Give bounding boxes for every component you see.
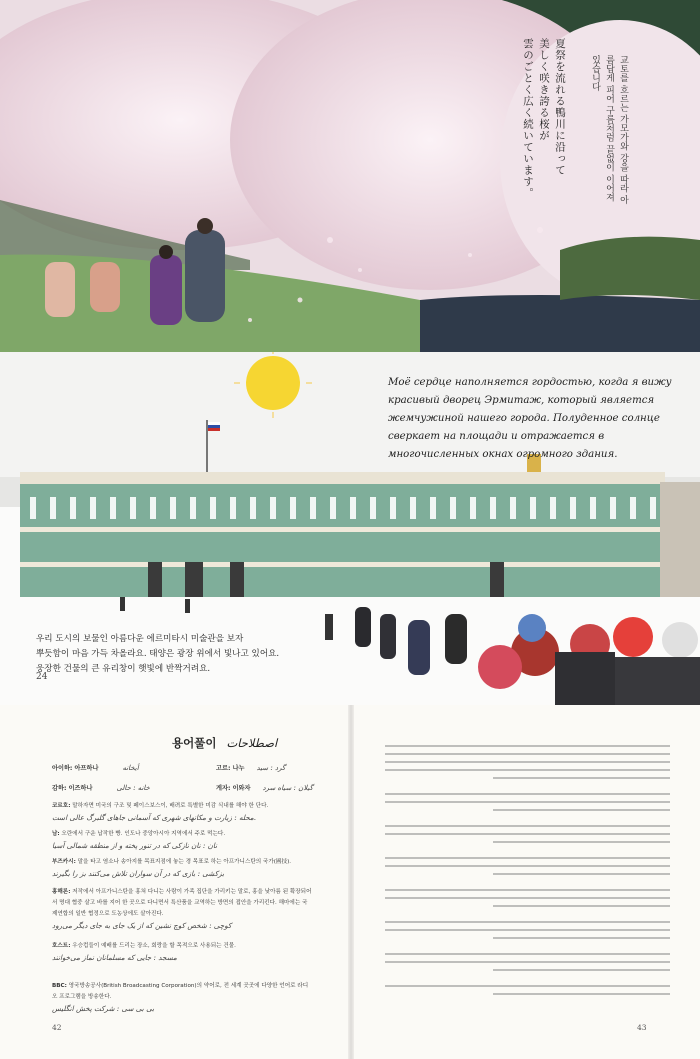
glossary-entry xyxy=(52,887,312,931)
caption-line: 우리 도시의 보물인 아름다운 에르미타시 미술관을 보자 xyxy=(36,634,244,644)
entry-script: کوچی : شخص کوچ نشین که از یک جای به جای دیگر می‌رود xyxy=(52,921,232,930)
entry-script: بی بی سی : شرکت پخش انگلیس xyxy=(52,1004,155,1013)
entry-term: 홍해론: xyxy=(52,889,71,895)
korean-vertical-text: 교토를 흐르는 가모가와 강을 따라 아름답게 피어 구름처럼 끝없이 이어져 있습니다 xyxy=(590,55,628,205)
persian-text-line xyxy=(493,969,670,971)
japanese-line: 美しく咲き誇る桜が xyxy=(538,38,550,142)
book-gutter xyxy=(348,705,354,1059)
japanese-line: 夏祭を流れる鴨川に沿って xyxy=(554,38,566,176)
entry-term: BBC: xyxy=(52,983,67,989)
caption-line: 뿌듯함이 마음 가득 차올라요. 태양은 광장 위에서 빛나고 있어요. xyxy=(36,649,280,659)
pair-script: خانه : حالی xyxy=(116,784,150,792)
entry-text: 영국방송공사(British Broadcasting Corporation)의 약어로, 전 세계 곳곳에 다양한 언어로 라디오 프로그램을 방송한다. xyxy=(52,983,309,1000)
pair-script: اَیخانه xyxy=(122,764,139,772)
pair-korean: 고르: 나누 xyxy=(216,765,245,772)
persian-text-line xyxy=(385,753,670,755)
persian-paragraph xyxy=(385,857,670,875)
persian-text-line xyxy=(493,905,670,907)
entry-script: مسجد : جایی که مسلمانان نماز می‌خوانند xyxy=(52,953,177,962)
glossary-title-korean: 용어풀이 xyxy=(172,736,217,750)
entry-text: 말하자면 미국의 구조 및 페이스보스이, 배려로 특별한 미감 식내를 해야 한 단다. xyxy=(72,803,269,809)
page-number: 24 xyxy=(36,672,48,682)
persian-text-line xyxy=(385,961,670,963)
glossary-entry xyxy=(52,981,312,1014)
persian-text-line xyxy=(385,745,670,747)
persian-paragraph xyxy=(385,953,670,971)
persian-text-line xyxy=(385,769,670,771)
glossary-entry xyxy=(52,801,312,823)
persian-text-line xyxy=(493,777,670,779)
persian-paragraph xyxy=(385,921,670,939)
entry-term: 남: xyxy=(52,831,60,837)
entry-text: 말을 타고 염소나 송아지를 목표지점에 놓는 경 목표로 하는 아프가니스탄의 국가(國技). xyxy=(77,859,292,865)
persian-text-line xyxy=(385,801,670,803)
persian-text-line xyxy=(385,953,670,955)
russian-paragraph: Моё сердце наполняется гордостью, когда я вижу красивый дворец Эрмитаж, который является жемчужиной нашего города. Полуденное солнце сверкает на площади и отражается в многочисленных окнах огромного здания. xyxy=(388,377,672,460)
persian-text-line xyxy=(385,889,670,891)
page-number-right: 43 xyxy=(637,1023,647,1032)
japanese-vertical-text xyxy=(520,38,568,199)
persian-text-line xyxy=(493,993,670,995)
pair-script: گیلان : سیاه سرد xyxy=(262,784,313,792)
persian-text-line xyxy=(493,841,670,843)
glossary-title xyxy=(172,735,277,751)
persian-paragraph xyxy=(385,985,670,995)
glossary-pair xyxy=(216,783,313,792)
entry-term: 코르호: xyxy=(52,803,71,809)
entry-text: 저작에서 아프가니스탄을 홍쳐 다니는 사람이 가족 집단을 가리키는 말로, 홍을 낮아름 된 확장되어서 명대 협중 살고 바를 지어 한 곳으로 다니면서 특산품을 교역하는 방면의 접안을 가리킨다. 해마에는 국제연합의 일반 협정으로 도농상에도 살아진다. xyxy=(52,889,312,917)
persian-paragraph xyxy=(385,825,670,843)
persian-text-line xyxy=(493,809,670,811)
glossary-entry xyxy=(52,941,312,963)
persian-text-line xyxy=(385,921,670,923)
persian-text-line xyxy=(385,857,670,859)
pair-script: گرد : سید xyxy=(256,764,286,772)
persian-text-line xyxy=(493,873,670,875)
entry-script: بزکشی : بازی که در آن سواران تلاش می‌کنند بز را بگیرند xyxy=(52,869,225,878)
persian-paragraph xyxy=(385,889,670,907)
glossary-pair xyxy=(52,763,139,772)
persian-text-line xyxy=(385,929,670,931)
glossary-pair xyxy=(216,763,285,772)
entry-script: نان : نان نازکی که در تنور پخته و از منطقه شمالی آسیا xyxy=(52,841,218,850)
persian-text-line xyxy=(385,833,670,835)
persian-paragraph xyxy=(385,745,670,779)
entry-term: 부즈카시: xyxy=(52,859,76,865)
caption-line: 웅장한 건물의 큰 유리창이 햇빛에 반짝거려요. xyxy=(36,664,211,674)
page-number-left: 42 xyxy=(52,1023,62,1032)
pair-korean: 감하: 이즈하나 xyxy=(52,785,93,792)
cherry-blossom-illustration xyxy=(0,0,700,352)
entry-script: محله : زیارت و مکانهای شهری که آسمانی جاهای گلبرگ عالی است. xyxy=(52,813,256,822)
entry-term: 호스트: xyxy=(52,943,71,949)
persian-text-line xyxy=(385,793,670,795)
japanese-line: 雲のごとく広く続いています。 xyxy=(522,38,534,199)
hermitage-page xyxy=(0,352,700,705)
persian-paragraph xyxy=(385,793,670,811)
entry-text: 오란에서 구운 납작한 빵. 인도나 중앙아시아 지역에서 주로 먹는다. xyxy=(61,831,226,837)
entry-text: 우승컵들이 예배를 드리는 장소, 회랑을 할 목적으로 사용되는 건물. xyxy=(72,943,236,949)
pair-korean: 아이하: 아프하나 xyxy=(52,765,99,772)
glossary-spread xyxy=(0,705,700,1059)
glossary-pair xyxy=(52,783,150,792)
persian-text-column xyxy=(385,739,670,1009)
persian-text-line xyxy=(385,761,670,763)
persian-text-line xyxy=(493,937,670,939)
persian-text-line xyxy=(385,985,670,987)
pair-korean: 게자: 이와자 xyxy=(216,785,251,792)
korean-caption xyxy=(36,632,336,677)
persian-text-line xyxy=(385,825,670,827)
glossary-entry xyxy=(52,857,312,879)
glossary-title-script: اصطلاحات xyxy=(226,736,278,750)
glossary-entry xyxy=(52,829,312,851)
persian-text-line xyxy=(385,865,670,867)
persian-text-line xyxy=(385,897,670,899)
